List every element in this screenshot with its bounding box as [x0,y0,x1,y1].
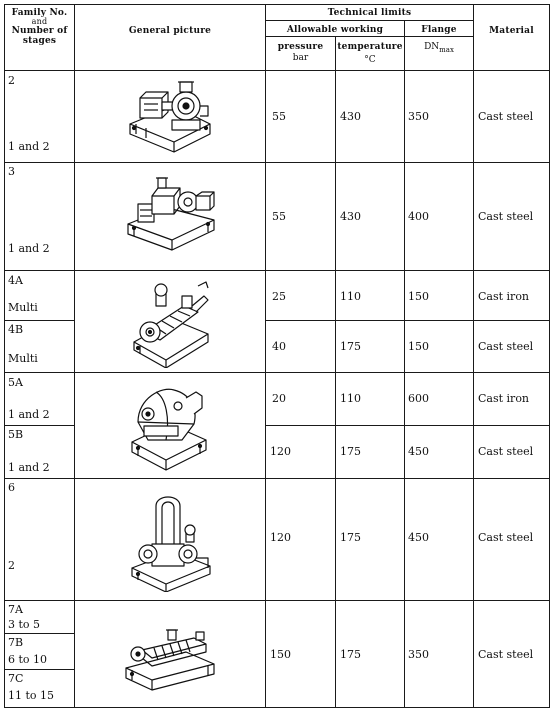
family-7c-number: 7C [8,672,24,685]
family-3-number: 3 [8,165,15,178]
family-5b-stages: 1 and 2 [8,461,50,474]
family-6-material: Cast steel [478,531,534,544]
header-family-line4: stages [22,36,57,46]
header-material: Material [489,26,534,36]
rule-temperature-col [404,20,405,708]
pump-family-2-icon [126,76,212,156]
rule-7a-7b [4,633,74,634]
rule-left [4,4,5,708]
rule-picture-col [265,4,266,708]
family-5a-flange: 600 [408,392,429,405]
header-flange-dn-label: DN [424,42,440,52]
pump-family-5-icon [126,378,212,472]
rule-4a-4b [4,320,74,321]
family-4b-pressure: 40 [272,340,286,353]
family-6-number: 6 [8,481,15,494]
family-7a-stages: 3 to 5 [8,618,41,631]
family-4a-flange: 150 [408,290,429,303]
rule-right [549,4,550,708]
rule-allowable-top [265,20,473,21]
family-4b-stages: Multi [8,352,38,365]
family-5a-number: 5A [8,376,23,389]
rule-subheader [265,36,473,37]
header-family-line2: and [31,17,48,26]
family-2-flange: 350 [408,110,429,123]
header-pressure: pressure [277,42,324,52]
rule-5a-5b [4,425,74,426]
family-5a-material: Cast iron [478,392,530,405]
pump-family-3-icon [122,174,218,254]
header-family-line3: Number of [11,26,68,36]
family-4b-temperature: 175 [340,340,361,353]
rule-4a-4b-data [265,320,550,321]
family-5b-material: Cast steel [478,445,534,458]
rule-family-col [74,4,75,708]
header-temperature: temperature [337,42,403,52]
rule-5a-5b-data [265,425,550,426]
family-5b-temperature: 175 [340,445,361,458]
rule-pressure-col [335,36,336,708]
rule-flange-col [473,4,474,708]
header-technical-limits: Technical limits [327,8,412,18]
rule-row-6 [4,600,550,601]
family-2-stages: 1 and 2 [8,140,50,153]
rule-header-bottom [4,70,550,71]
family-6-flange: 450 [408,531,429,544]
header-flange-dn [405,42,473,56]
family-5a-pressure: 20 [272,392,286,405]
family-4b-material: Cast steel [478,340,534,353]
header-family-line1: Family No. [11,8,68,18]
family-4a-number: 4A [8,274,23,287]
family-4a-material: Cast iron [478,290,530,303]
header-family [5,8,74,46]
rule-top [4,4,550,5]
family-3-temperature: 430 [340,210,361,223]
family-7b-stages: 6 to 10 [8,653,48,666]
family-2-material: Cast steel [478,110,534,123]
family-5a-temperature: 110 [340,392,361,405]
family-7-flange: 350 [408,648,429,661]
family-5a-stages: 1 and 2 [8,408,50,421]
family-7-temperature: 175 [340,648,361,661]
family-7c-stages: 11 to 15 [8,689,55,702]
rule-row-5 [4,478,550,479]
family-3-pressure: 55 [272,210,286,223]
family-4b-number: 4B [8,323,24,336]
pump-family-6-icon [126,488,212,592]
family-6-stages: 2 [8,559,15,572]
rule-row-2 [4,162,550,163]
family-7-pressure: 150 [270,648,291,661]
pump-families-table [4,4,550,708]
family-6-pressure: 120 [270,531,291,544]
family-7-material: Cast steel [478,648,534,661]
family-4a-pressure: 25 [272,290,286,303]
family-3-stages: 1 and 2 [8,242,50,255]
family-4b-flange: 150 [408,340,429,353]
family-7b-number: 7B [8,636,24,649]
header-flange: Flange [421,25,457,35]
header-temperature-unit: °C [364,55,376,65]
header-pressure-unit: bar [292,53,309,63]
header-general-picture: General picture [128,26,212,36]
rule-row-4 [4,372,550,373]
family-2-number: 2 [8,74,15,87]
family-5b-flange: 450 [408,445,429,458]
rule-row-3 [4,270,550,271]
header-flange-dn-sub: max [439,45,454,54]
family-5b-number: 5B [8,428,24,441]
header-allowable-working: Allowable working [286,25,384,35]
family-3-material: Cast steel [478,210,534,223]
family-2-temperature: 430 [340,110,361,123]
pump-family-7-icon [122,622,218,696]
family-7a-number: 7A [8,603,23,616]
pump-family-4-icon [126,276,212,368]
family-2-pressure: 55 [272,110,286,123]
rule-7b-7c [4,669,74,670]
family-4a-stages: Multi [8,301,38,314]
family-4a-temperature: 110 [340,290,361,303]
rule-bottom [4,707,550,708]
family-6-temperature: 175 [340,531,361,544]
family-3-flange: 400 [408,210,429,223]
family-5b-pressure: 120 [270,445,291,458]
